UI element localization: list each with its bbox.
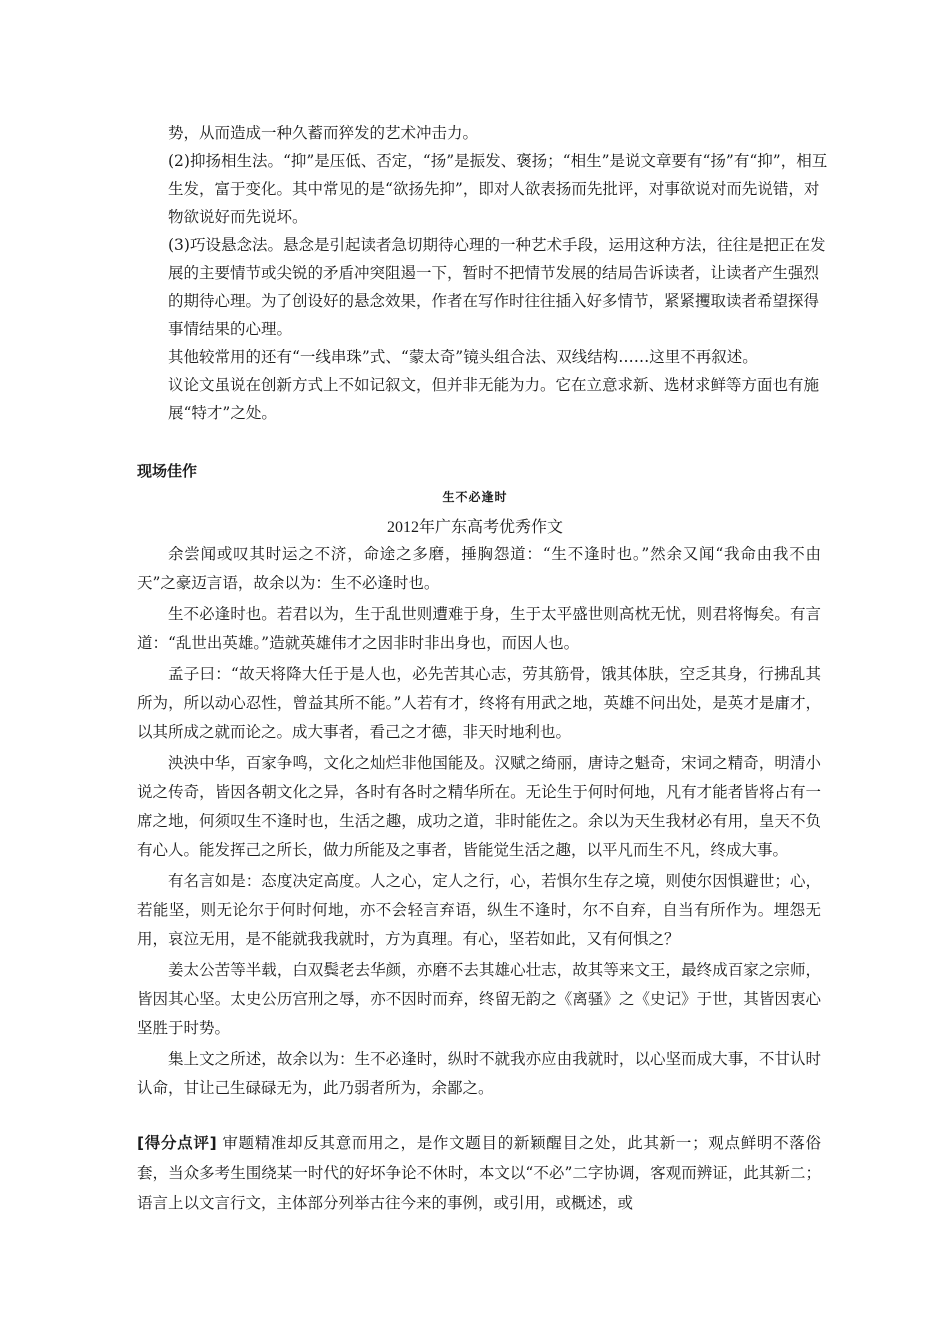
- essay-paragraph: 余尝闻或叹其时运之不济，命途之多磨，捶胸怨道：“生不逢时也。”然余又闻“我命由我不由天”之豪迈言语，故余以为：生不必逢时也。: [137, 545, 821, 592]
- section-title: 现场佳作: [137, 462, 198, 480]
- essay-body: [137, 540, 821, 1105]
- method-paragraph: 其他较常用的还有“一线串珠”式、“蒙太奇”镜头组合法、双线结构……这里不再叙述。: [168, 348, 758, 366]
- comment-text: 审题精准却反其意而用之，是作文题目的新颖醒目之处，此其新一；观点鲜明不落俗套，当众多考生围绕某一时代的好坏争论不休时，本文以“不必”二字协调，客观而辨证，此其新二；语言上以文言行文，主体部分列举古往今来的事例，或引用，或概述，或: [137, 1134, 821, 1212]
- methods-list: [168, 119, 828, 427]
- method-paragraph: 议论文虽说在创新方式上不如记叙文，但并非无能为力。它在立意求新、选材求鲜等方面也有施展“特才”之处。: [168, 376, 820, 422]
- essay-paragraph: 孟子曰：“故天将降大任于是人也，必先苦其心志，劳其筋骨，饿其体肤，空乏其身，行拂乱其所为，所以动心忍性，曾益其所不能。”人若有才，终将有用武之地，英雄不问出处，是英才是庸才，以其所成之就而论之。成大事者，看己之才德，非天时地利也。: [137, 665, 821, 741]
- score-comment: [137, 1128, 821, 1218]
- essay-title: 生不必逢时: [442, 490, 508, 504]
- essay-subtitle: 2012年广东高考优秀作文: [386, 519, 563, 536]
- essay-paragraph: 姜太公苦等半载，白双鬓老去华颜，亦磨不去其雄心壮志，故其等来文王，最终成百家之宗师，皆因其心坚。太史公历宫刑之辱，亦不因时而弃，终留无韵之《离骚》之《史记》于世，其皆因衷心坚胜于时势。: [137, 961, 821, 1037]
- essay-paragraph: 泱泱中华，百家争鸣，文化之灿烂非他国能及。汉赋之绮丽，唐诗之魁奇，宋词之精奇，明清小说之传奇，皆因各朝文化之异，各时有各时之精华所在。无论生于何时何地，凡有才能者皆将占有一席之地，何须叹生不逢时也，生活之趣，成功之道，非时能佐之。余以为天生我材必有用，皇天不负有心人。能发挥己之所长，做力所能及之事者，皆能觉生活之趣，以平凡而生不凡，终成大事。: [137, 754, 821, 859]
- comment-tag: [得分点评]: [137, 1134, 217, 1152]
- method-paragraph: (3)巧设悬念法。悬念是引起读者急切期待心理的一种艺术手段，运用这种方法，往往是把正在发展的主要情节或尖锐的矛盾冲突阻遏一下，暂时不把情节发展的结局告诉读者，让读者产生强烈的期待心理。为了创设好的悬念效果，作者在写作时往往插入好多情节，紧紧攫取读者希望探得事情结果的心理。: [168, 236, 826, 338]
- method-paragraph: 势，从而造成一种久蓄而猝发的艺术冲击力。: [168, 124, 479, 142]
- essay-paragraph: 有名言如是：态度决定高度。人之心，定人之行，心，若惧尔生存之境，则使尔因惧避世；心，若能坚，则无论尔于何时何地，亦不会轻言弃语，纵生不逢时，尔不自弃，自当有所作为。埋怨无用，哀泣无用，是不能就我我就时，方为真理。有心，坚若如此，又有何惧之？: [137, 872, 821, 948]
- method-paragraph: (2)抑扬相生法。“抑”是压低、否定，“扬”是振发、褒扬；“相生”是说文章要有“扬”有“抑”，相互生发，富于变化。其中常见的是“欲扬先抑”，即对人欲表扬而先批评，对事欲说对而先说错，对物欲说好而先说坏。: [168, 152, 828, 226]
- essay-paragraph: 集上文之所述，故余以为：生不必逢时，纵时不就我亦应由我就时，以心坚而成大事，不甘认时认命，甘让己生碌碌无为，此乃弱者所为，余鄙之。: [137, 1050, 821, 1097]
- essay-paragraph: 生不必逢时也。若君以为，生于乱世则遭难于身，生于太平盛世则高枕无忧，则君将悔矣。有言道：“乱世出英雄。”造就英雄伟才之因非时非出身也，而因人也。: [137, 605, 821, 652]
